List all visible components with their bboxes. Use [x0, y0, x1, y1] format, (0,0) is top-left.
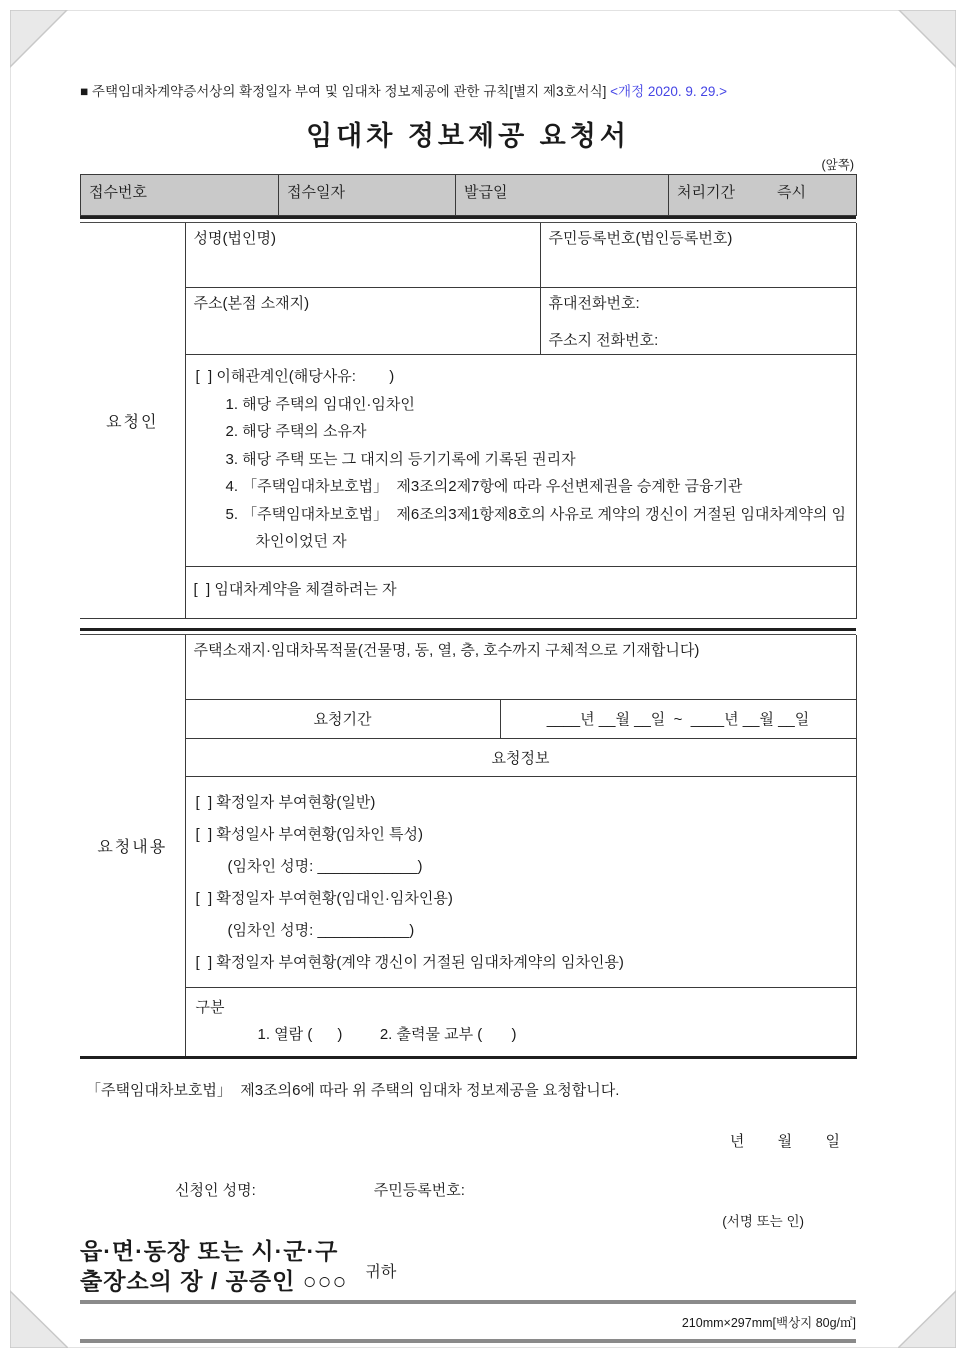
- page-fold-corner-bottom-left: [10, 1290, 68, 1348]
- option-item-4: [ ] 확정일자 부여현황(계약 갱신이 거절된 임대차계약의 임차인용): [195, 953, 624, 971]
- category-options: 1. 열람 ( ) 2. 출력물 교부 ( ): [257, 1025, 517, 1043]
- request-period-value: ____년 __월 __일 ~ ____년 __월 __일: [500, 699, 856, 738]
- requester-name-field: 성명(법인명): [185, 223, 540, 288]
- processing-period-label: 처리기간: [677, 184, 735, 201]
- property-location-field: 주택소재지·임대차목적물(건물명, 동, 열, 층, 호수까지 구체적으로 기재합니다): [185, 635, 856, 700]
- footer-rule-bottom: [80, 1339, 856, 1343]
- requester-section-label: 요청인: [80, 223, 185, 618]
- prospective-tenant-checkbox: [ ] 임대차계약을 체결하려는 자: [185, 566, 856, 618]
- applicant-line: [80, 1179, 856, 1200]
- section-gap: [80, 619, 856, 628]
- front-side-label: (앞쪽): [821, 158, 854, 172]
- page-fold-corner-top-right: [898, 10, 956, 68]
- section-divider-top: [80, 216, 856, 223]
- paper-spec: 210mm×297mm[백상지 80g/㎡]: [681, 1315, 856, 1330]
- request-options-cell: [185, 776, 856, 987]
- request-period-label: 요청기간: [185, 699, 500, 738]
- processing-period-value: 즉시: [777, 184, 806, 201]
- reason-item-5: 5. 「주택임대차보호법」 제6조의3제1항제8호의 사유로 계약의 갱신이 거절된 임대차계약의 임차인이었던 자: [225, 505, 847, 550]
- mobile-phone-label: 휴대전화번호:: [548, 295, 640, 312]
- page-fold-corner-bottom-right: [898, 1290, 956, 1348]
- request-content-section-label: 요청내용: [80, 635, 185, 1058]
- receipt-number-cell: 접수번호: [81, 175, 279, 216]
- receipt-header-row: [81, 175, 857, 216]
- reason-item-2: 2. 해당 주택의 소유자: [225, 423, 367, 440]
- option-item-3: [ ] 확정일자 부여현황(임대인·임차인용): [195, 889, 453, 907]
- option-item-3-tenant-name: (임차인 성명: ___________): [227, 921, 415, 939]
- revision-date: <개정 2020. 9. 29.>: [610, 84, 728, 99]
- applicant-id-label: 주민등록번호:: [373, 1181, 465, 1199]
- issue-date-cell: 발급일: [456, 175, 669, 216]
- category-label: 구분: [195, 998, 225, 1016]
- regulation-notice-text: ■ 주택임대차계약증서상의 확정일자 부여 및 임대차 정보제공에 관한 규칙[별지 제3호서식]: [80, 84, 611, 99]
- request-content-table: [80, 635, 857, 1059]
- option-item-2: [ ] 확성일사 부여현황(임차인 특성): [195, 825, 424, 843]
- category-cell: [185, 987, 856, 1057]
- requester-table: [80, 223, 857, 619]
- form-content: [80, 80, 856, 1343]
- home-phone-label: 주소지 전화번호:: [548, 332, 659, 349]
- interested-party-cell: [185, 355, 856, 567]
- signature-note: (서명 또는 인): [722, 1213, 804, 1229]
- interested-party-checkbox: [ ] 이해관계인(해당사유: ): [195, 368, 395, 385]
- date-placeholder: 년 월 일: [729, 1132, 840, 1150]
- regulation-notice: [80, 80, 856, 100]
- form-title: 임대차 정보제공 요청서: [306, 121, 630, 151]
- applicant-name-label: 신청인 성명:: [175, 1181, 256, 1199]
- requester-id-field: 주민등록번호(법인등록번호): [540, 223, 856, 288]
- section-divider-middle: [80, 628, 856, 635]
- option-item-2-tenant-name: (임차인 성명: ____________): [227, 857, 423, 875]
- receipt-date-cell: 접수일자: [279, 175, 456, 216]
- addressee-suffix: 귀하: [365, 1264, 397, 1281]
- receipt-header-table: [80, 174, 857, 216]
- addressee-title: [80, 1236, 347, 1296]
- reason-item-4: 4. 「주택임대차보호법」 제3조의2제7항에 따라 우선변제권을 승계한 금융기관: [225, 478, 743, 495]
- requester-address-field: 주소(본점 소재지): [185, 288, 540, 355]
- addressee-line-1: 읍·면·동장 또는 시·군·구: [80, 1237, 339, 1264]
- requester-phone-field: [540, 288, 856, 355]
- request-statement: 「주택임대차보호법」 제3조의6에 따라 위 주택의 임대차 정보제공을 요청합니다.: [86, 1081, 620, 1099]
- footer-rule-top: [80, 1300, 856, 1304]
- reason-item-1: 1. 해당 주택의 임대인·임차인: [225, 395, 415, 413]
- request-info-header: 요청정보: [185, 738, 856, 776]
- processing-period-cell: [669, 175, 857, 216]
- page-fold-corner-top-left: [10, 10, 68, 68]
- option-item-1: [ ] 확정일자 부여현황(일반): [195, 793, 376, 811]
- addressee-block: [80, 1236, 856, 1296]
- addressee-line-2: 출장소의 장 / 공증인 ○○○: [80, 1267, 348, 1294]
- reason-item-3: 3. 해당 주택 또는 그 대지의 등기기록에 기록된 권리자: [225, 450, 576, 468]
